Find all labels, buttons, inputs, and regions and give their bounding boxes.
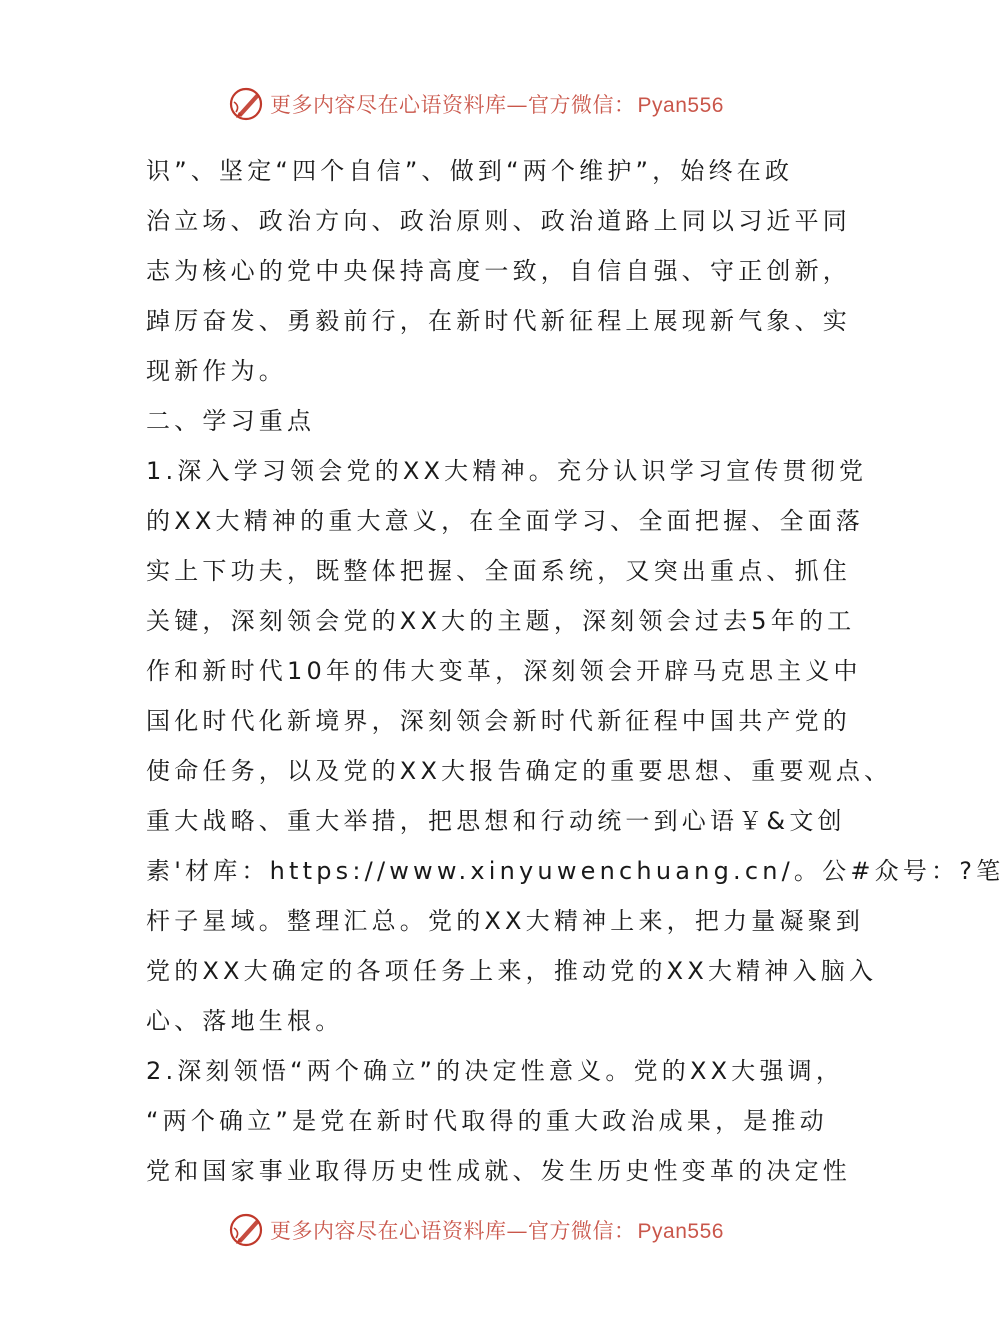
footer-banner [0,1210,950,1250]
footer-banner-text [270,1215,724,1245]
document-body [146,146,1004,1196]
header-banner-label: 更多内容尽在心语资料库—官方微信： [270,93,636,117]
body-line: 心、落地生根。 [146,1007,344,1035]
header-banner [0,84,950,124]
body-line: 1.深入学习领会党的XX大精神。充分认识学习宣传贯彻党 [146,457,868,485]
body-line: 的XX大精神的重大意义，在全面学习、全面把握、全面落 [146,507,865,535]
body-line: 重大战略、重大举措，把思想和行动统一到心语￥&文创 [146,807,846,835]
footer-banner-label: 更多内容尽在心语资料库—官方微信： [270,1219,636,1243]
body-line: 治立场、政治方向、政治原则、政治道路上同以习近平同 [146,207,851,235]
body-line: 党和国家事业取得历史性成就、发生历史性变革的决定性 [146,1157,851,1185]
body-line: 素'材库：https://www.xinyuwenchuang.cn/。公#众号：?笔 [146,857,1004,885]
body-line: 识”、坚定“四个自信”、做到“两个维护”，始终在政 [146,157,794,185]
body-line: 作和新时代10年的伟大变革，深刻领会开辟马克思主义中 [146,657,862,685]
pen-logo-icon [226,84,266,124]
pen-logo-icon [226,1210,266,1250]
section-heading: 二、学习重点 [146,407,316,435]
body-line: 关键，深刻领会党的XX大的主题，深刻领会过去5年的工 [146,607,856,635]
footer-banner-wechat-id: Pyan556 [637,1220,724,1243]
body-line: 实上下功夫，既整体把握、全面系统，又突出重点、抓住 [146,557,851,585]
body-line: 党的XX大确定的各项任务上来，推动党的XX大精神入脑入 [146,957,878,985]
header-banner-text [270,89,724,119]
body-line: 国化时代化新境界，深刻领会新时代新征程中国共产党的 [146,707,851,735]
header-banner-wechat-id: Pyan556 [637,94,724,117]
body-line: “两个确立”是党在新时代取得的重大政治成果，是推动 [146,1107,828,1135]
body-line: 杆子星域。整理汇总。党的XX大精神上来，把力量凝聚到 [146,907,865,935]
body-line: 使命任务，以及党的XX大报告确定的重要思想、重要观点、 [146,757,893,785]
body-line: 2.深刻领悟“两个确立”的决定性意义。党的XX大强调， [146,1057,845,1085]
body-line: 踔厉奋发、勇毅前行，在新时代新征程上展现新气象、实 [146,307,851,335]
body-line: 志为核心的党中央保持高度一致，自信自强、守正创新， [146,257,851,285]
body-line: 现新作为。 [146,357,287,385]
